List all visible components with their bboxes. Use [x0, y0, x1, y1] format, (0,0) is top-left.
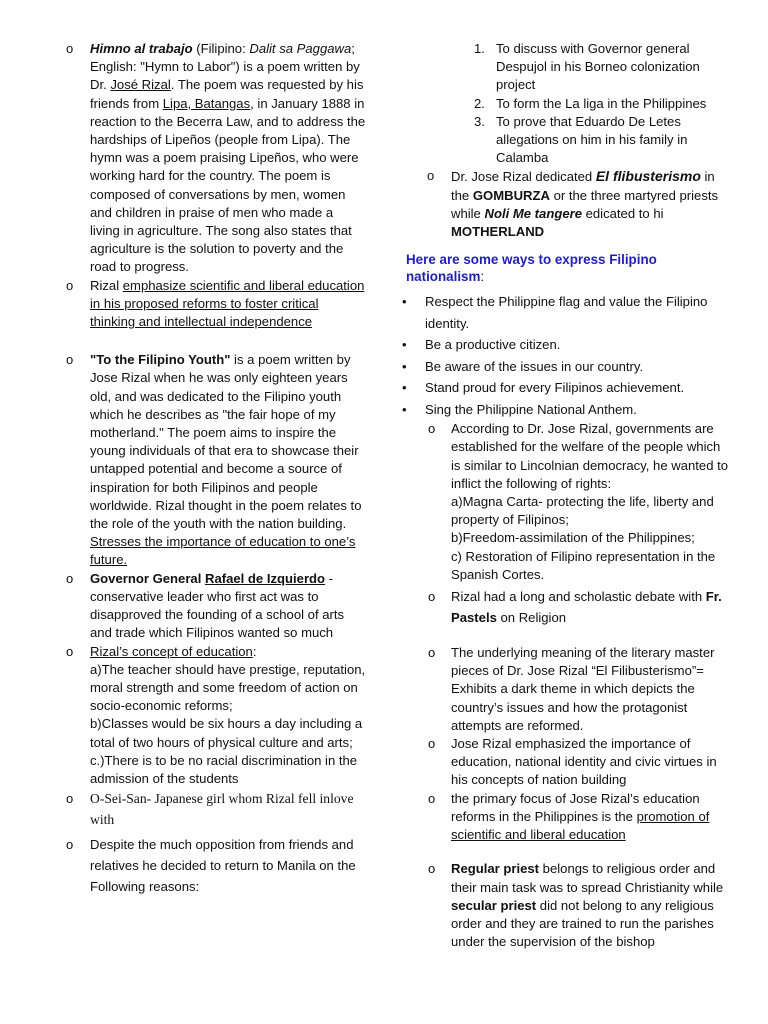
circle-bullet-icon — [66, 277, 73, 295]
concept-item — [66, 643, 366, 789]
noli-me-tangere: Noli Me tangere — [484, 205, 582, 221]
text: in the — [451, 169, 715, 203]
filipino-title: Dalit sa Paggawa — [249, 41, 352, 56]
text: Despite the much opposition from friends and relatives he decided to return to Manila on the Following reasons: — [90, 837, 356, 895]
focus-item — [451, 790, 730, 845]
circle-bullet-icon — [66, 643, 73, 661]
regular-priest: Regular priest — [451, 861, 540, 877]
text: edicated to hi — [581, 205, 664, 221]
underlined-text: emphasize scientific and liberal education in his proposed reforms to foster critical thinking and intellectual independence — [90, 277, 365, 330]
text: To form the La liga in the Philippines — [496, 95, 707, 111]
priest-item — [451, 860, 730, 951]
gomburza: GOMBURZA — [472, 187, 550, 203]
fr-pastels: Fr. Pastels — [451, 589, 722, 626]
text: Respect the Philippine flag and value the Filipino identity. — [425, 294, 708, 331]
reasons-list — [400, 40, 730, 167]
list-number: 3. — [474, 113, 485, 129]
text: on Religion — [496, 610, 567, 626]
bullet-item — [400, 291, 730, 334]
text: Be aware of the issues in our country. — [425, 358, 644, 374]
text: did not belong to any religious order and they are trained to run the parishes under the supervision of the bishop — [451, 897, 714, 950]
debate-item — [451, 586, 730, 628]
dedicated-item — [400, 167, 730, 241]
right-c: c) Restoration of Filipino representation in the Spanish Cortes. — [451, 548, 716, 582]
dot-bullet-icon: • — [402, 358, 407, 374]
text: or the three martyred priests while — [451, 187, 719, 221]
circle-bullet-icon — [428, 644, 435, 662]
bullet-item — [400, 334, 730, 356]
youth-item — [66, 351, 366, 569]
sub-list — [400, 420, 730, 951]
dot-bullet-icon: • — [402, 380, 407, 396]
emphasize-item — [66, 277, 366, 332]
himno-item — [66, 40, 366, 277]
text: is a poem written by Jose Rizal when he was only eighteen years old, and was dedicated to the Filipino youth which he describes as "the fair hope of my motherland." The poem aims to inspire the young individuals of that era to showcase their untapped potential and become a source of inspiration for both Filipinos and people worldwide. Rizal thought in the poem relates to the role of the youth with the nation building. — [90, 352, 362, 532]
right-a: a)Magna Carta- protecting the life, liberty and property of Filipinos; — [451, 494, 714, 528]
circle-bullet-icon — [66, 570, 73, 588]
himno-title: Himno al trabajo — [90, 41, 193, 56]
text: belongs to religious order and their main task was to spread Christianity while — [451, 861, 724, 895]
right-b: b)Freedom-assimilation of the Philippines; — [451, 530, 695, 546]
circle-bullet-icon — [66, 788, 73, 809]
circle-bullet-icon — [428, 420, 435, 438]
text: . The poem was requested by his friends from — [90, 77, 364, 111]
text: Dr. Jose Rizal dedicated — [451, 169, 596, 185]
list-item — [474, 113, 730, 168]
text: (Filipino: — [192, 41, 250, 56]
text: : — [480, 269, 485, 285]
concept-c: c.)There is to be no racial discrimination in the admission of the students — [90, 752, 358, 786]
underlined-text: promotion of scientific and liberal education — [451, 808, 710, 843]
osei-item — [66, 788, 366, 830]
governor-item — [66, 570, 366, 643]
list-item — [474, 40, 730, 95]
underlined-text: Stresses the importance of education to one’s future. — [90, 534, 356, 568]
concept-b: b)Classes would be six hours a day including a total of two hours of physical culture and arts; — [90, 716, 363, 750]
circle-bullet-icon — [66, 351, 73, 369]
heading-text: Here are some ways to express Filipino nationalism — [406, 252, 657, 285]
dot-bullet-icon: • — [402, 401, 407, 417]
motherland: MOTHERLAND — [451, 224, 545, 240]
according-item — [451, 420, 730, 584]
bullet-item — [400, 377, 730, 399]
text: Be a productive citizen. — [425, 337, 561, 353]
nationalism-heading — [406, 251, 730, 285]
right-column — [400, 40, 730, 951]
text: O-Sei-San- Japanese girl whom Rizal fell inlove with — [90, 791, 354, 828]
circle-bullet-icon — [428, 586, 435, 607]
governor-name: Rafael de Izquierdo — [204, 570, 326, 586]
bullet-item — [400, 356, 730, 378]
circle-bullet-icon — [66, 40, 73, 58]
lipa-batangas-link[interactable]: Lipa, Batangas — [162, 95, 251, 111]
circle-bullet-icon — [428, 860, 435, 878]
text: Sing the Philippine National Anthem. — [425, 401, 637, 417]
text: : — [252, 643, 257, 659]
text: , in January 1888 in reaction to the Becerra Law, and to address the hardships of Lipeños (people from Lipa). The hymn was a poem praising Lipeños, who were working hard for the country. The poem is composed of conversations by men, women and children in praise of men who made a living in agriculture. The song also states that agriculture is the solution to poverty and the road to progress. — [90, 95, 366, 275]
list-number: 1. — [474, 41, 485, 56]
text: - conservative leader who first act was to disapproved the founding of a school of arts and trade which Filipinos wanted so much — [90, 570, 345, 641]
concept-title: Rizal’s concept of education — [90, 643, 253, 659]
circle-bullet-icon — [66, 834, 73, 855]
emphasized-item — [451, 735, 730, 790]
left-column — [66, 40, 366, 897]
governor-label: Governor General — [90, 570, 205, 586]
text: According to Dr. Jose Rizal, governments are established for the welfare of the people which is similar to Lincolnian democracy, he wanted to inflict the following of rights: — [451, 421, 729, 491]
text: ; English: "Hymn to Labor") is a poem written by Dr. — [90, 41, 360, 93]
despite-item — [66, 834, 366, 897]
youth-title: "To the Filipino Youth" — [90, 352, 231, 368]
text: To prove that Eduardo De Letes allegations on him in his family in Calamba — [496, 113, 688, 166]
bullet-item — [400, 399, 730, 421]
circle-bullet-icon — [428, 790, 435, 808]
concept-a: a)The teacher should have prestige, reputation, moral strength and some freedom of action on socio-economic reforms; — [90, 661, 366, 714]
list-item — [474, 95, 730, 113]
underlying-item — [451, 644, 730, 735]
circle-bullet-icon — [428, 735, 435, 753]
dot-bullet-icon: • — [402, 294, 407, 310]
dot-bullet-icon: • — [402, 337, 407, 353]
text: Rizal — [90, 277, 123, 293]
list-number: 2. — [474, 95, 485, 111]
text: Jose Rizal emphasized the importance of education, national identity and civic virtues in his concepts of nation building — [451, 736, 717, 788]
el-filibusterismo: El flibusterismo — [595, 168, 701, 185]
text: To discuss with Governor general Despujol in his Borneo colonization project — [496, 41, 700, 93]
text: Stand proud for every Filipinos achievement. — [425, 380, 685, 396]
text: Rizal had a long and scholastic debate with — [451, 589, 706, 605]
text: the primary focus of Jose Rizal’s education reforms in the Philippines is the — [451, 790, 700, 824]
secular-priest: secular priest — [451, 897, 537, 913]
text: The underlying meaning of the literary master pieces of Dr. Jose Rizal “El Filibusterismo”= Exhibits a dark theme in which depicts the country’s issues and how the protagonist attempts are reformed. — [451, 645, 715, 733]
circle-bullet-icon — [427, 167, 434, 185]
jose-rizal-link[interactable]: José Rizal — [110, 77, 171, 93]
